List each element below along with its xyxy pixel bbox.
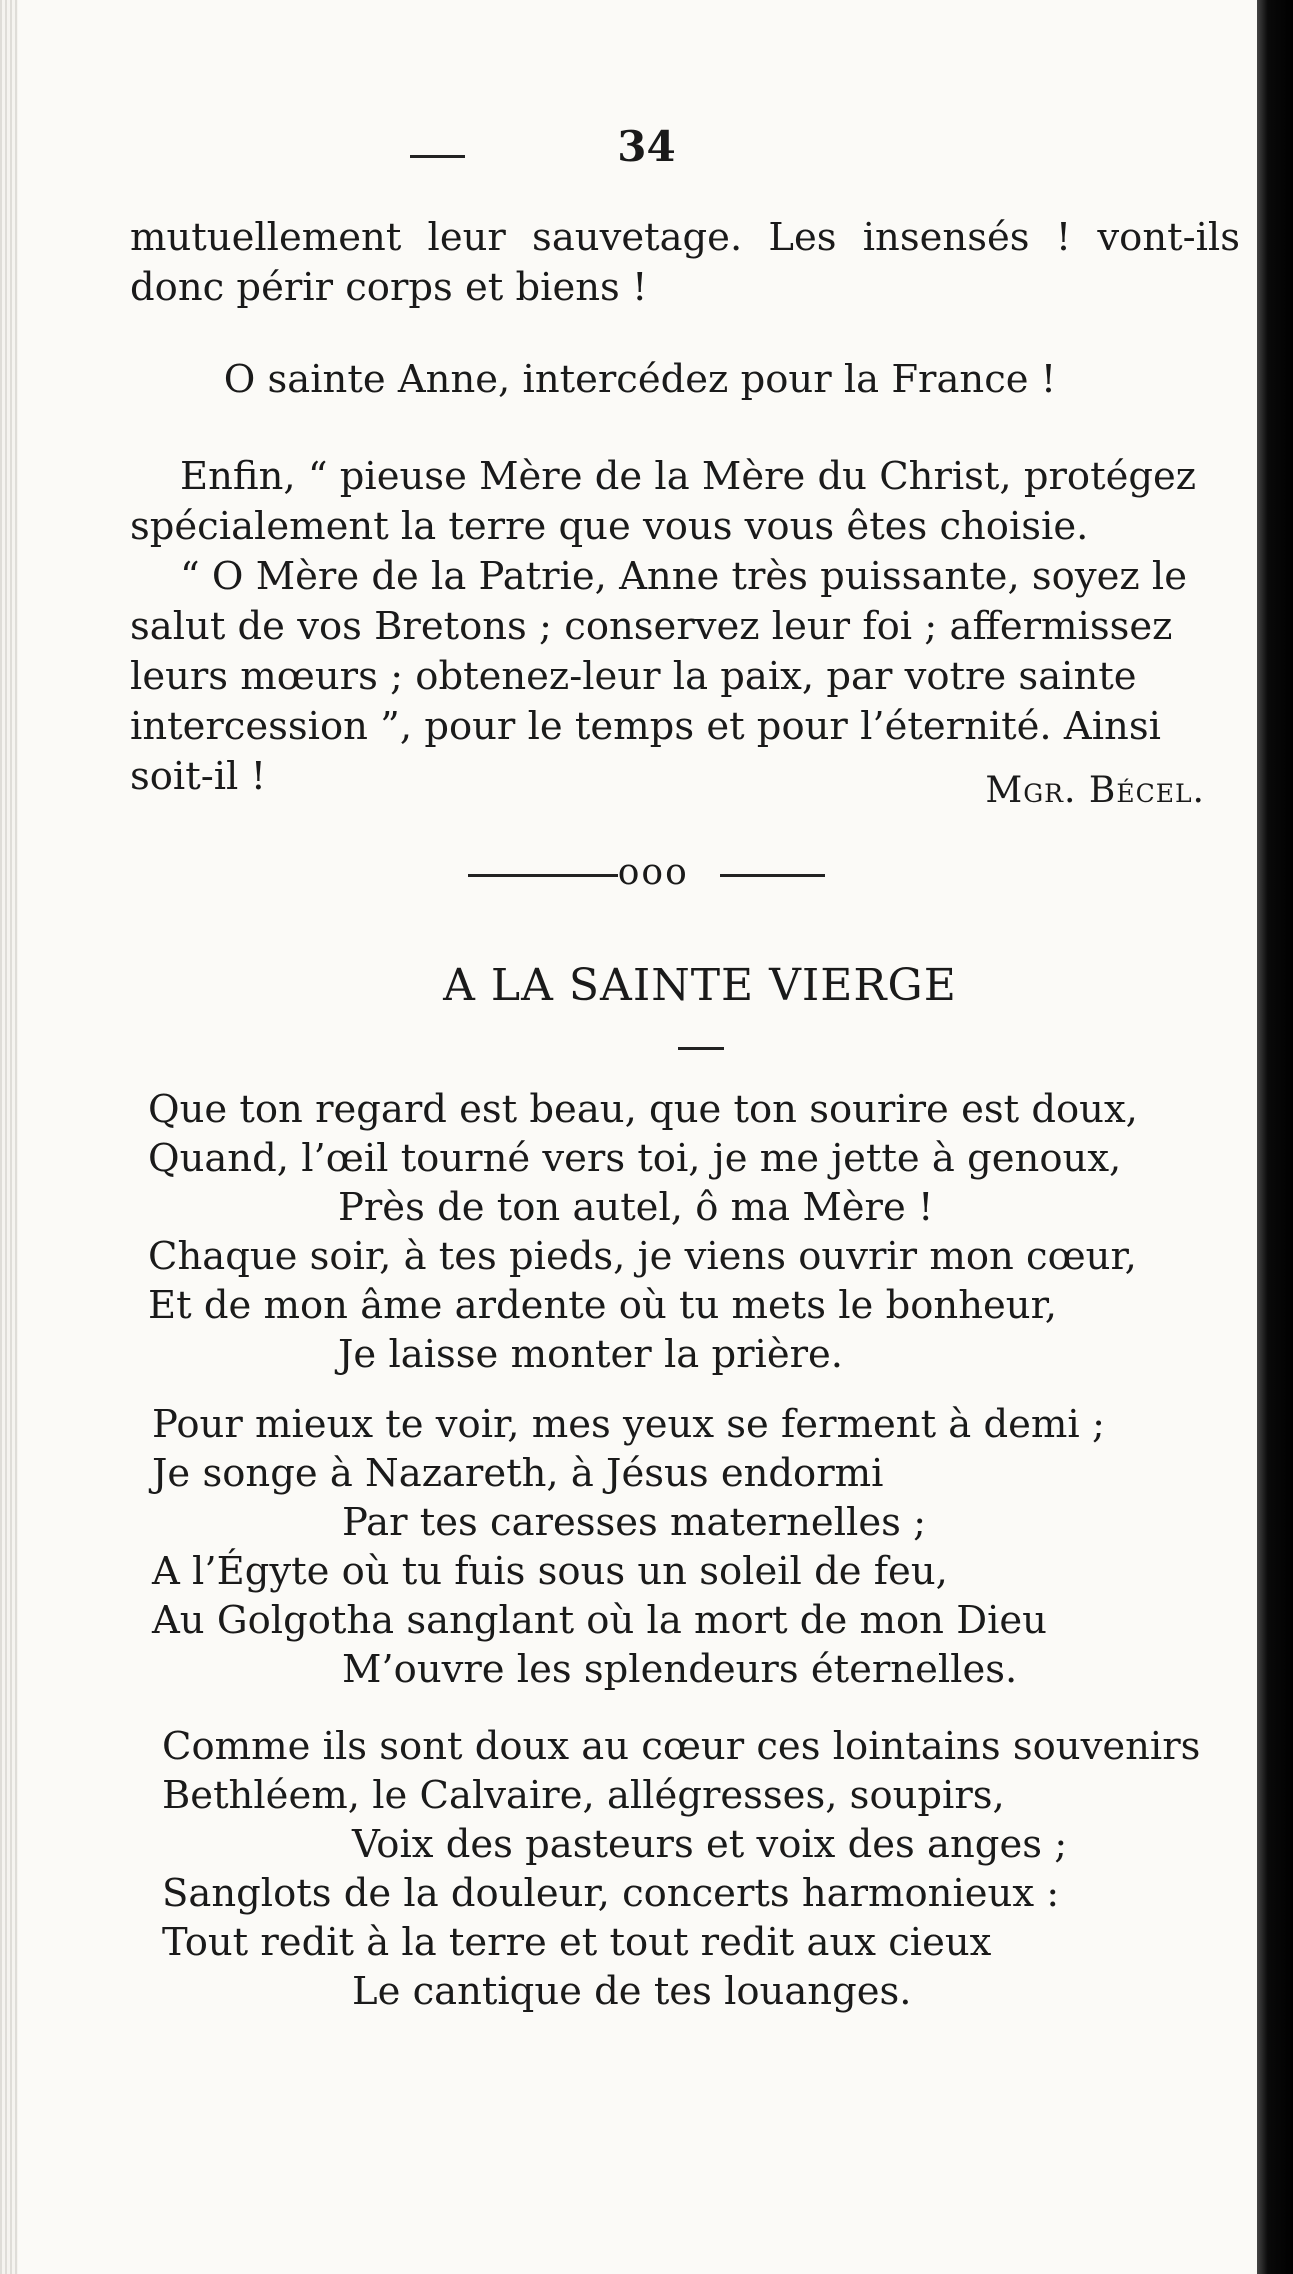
- poem-line: A l’Égyte où tu fuis sous un soleil de feu,: [152, 1549, 948, 1594]
- poem-line: Près de ton autel, ô ma Mère !: [338, 1185, 934, 1230]
- poem-line: Voix des pasteurs et voix des anges ;: [352, 1822, 1068, 1867]
- poem-stanza-2: [152, 1400, 1262, 1694]
- poem-stanza-3: [162, 1722, 1272, 2016]
- paragraph-2-text: Enfin, “ pieuse Mère de la Mère du Christ, protégez spécialement la terre que vous vous êtes choisie.: [130, 454, 1197, 549]
- poem-line: Chaque soir, à tes pieds, je viens ouvrir mon cœur,: [148, 1234, 1137, 1279]
- poem-line: Bethléem, le Calvaire, allégresses, soupirs,: [162, 1773, 1005, 1818]
- poem-line: Tout redit à la terre et tout redit aux cieux: [162, 1920, 992, 1965]
- section-separator: [0, 852, 1293, 893]
- poem-line: Le cantique de tes louanges.: [352, 1969, 912, 2014]
- poem-stanza-1: [148, 1085, 1258, 1379]
- invocation-line: O sainte Anne, intercédez pour la France !: [223, 357, 1057, 402]
- separator-dash-left: [468, 874, 618, 877]
- page-left-edge: [0, 0, 18, 2274]
- paragraph-3-text: “ O Mère de la Patrie, Anne très puissante, soyez le salut de vos Bretons ; conservez leur foi ; affermissez leurs mœurs ; obtenez-leur la paix, par votre sainte intercession ”, pour le temps et pour l’éternité. Ainsi soit-il !: [130, 554, 1188, 799]
- poem-line: Je laisse monter la prière.: [338, 1332, 844, 1377]
- author-signature: Mgr. Bécel.: [985, 770, 1205, 811]
- poem-line: Que ton regard est beau, que ton sourire est doux,: [148, 1087, 1138, 1132]
- paragraph-1-text: mutuellement leur sauvetage. Les insensés ! vont-ils donc périr corps et biens !: [130, 215, 1240, 310]
- poem-line: Au Golgotha sanglant où la mort de mon Dieu: [152, 1598, 1047, 1643]
- poem-line: Sanglots de la douleur, concerts harmonieux :: [162, 1871, 1060, 1916]
- separator-text: ooo: [617, 852, 689, 893]
- poem-line: Comme ils sont doux au cœur ces lointains souvenirs: [162, 1724, 1201, 1769]
- page-number: 34: [617, 122, 676, 171]
- poem-line: Et de mon âme ardente où tu mets le bonheur,: [148, 1283, 1057, 1328]
- poem-line: Pour mieux te voir, mes yeux se ferment à demi ;: [152, 1402, 1105, 1447]
- poem-line: Par tes caresses maternelles ;: [342, 1500, 927, 1545]
- title-rule: [678, 1047, 724, 1050]
- poem-line: Quand, l’œil tourné vers toi, je me jette à genoux,: [148, 1136, 1122, 1181]
- separator-dash-right: [720, 874, 825, 877]
- paragraph-1: [130, 213, 1240, 313]
- closing-prayer: [130, 452, 1240, 802]
- poem-line: M’ouvre les splendeurs éternelles.: [342, 1647, 1018, 1692]
- poem-line: Je songe à Nazareth, à Jésus endormi: [152, 1451, 884, 1496]
- poem-title: A LA SAINTE VIERGE: [443, 960, 957, 1011]
